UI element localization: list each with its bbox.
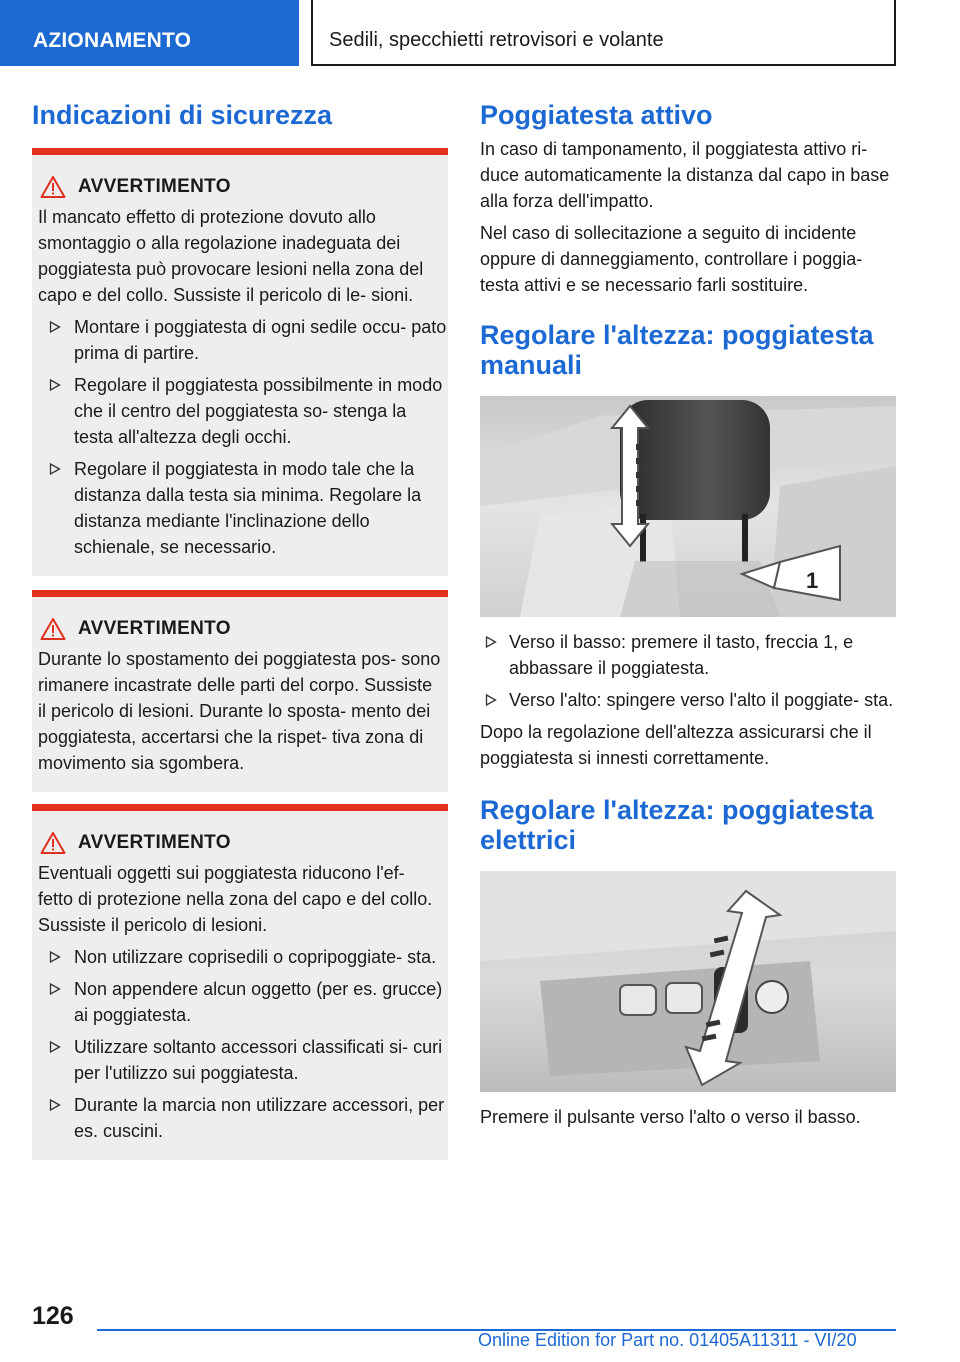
left-column — [32, 100, 448, 1160]
chapter-label: Sedili, specchietti retrovisori e volante — [329, 29, 664, 51]
warning-title: AVVERTIMENTO — [78, 832, 231, 853]
bullet-triangle-icon — [485, 694, 497, 706]
warning-text: Durante lo spostamento dei poggiatesta pos- sono rimanere incastrate delle parti del corpo. Sussiste il pericolo di lesioni. Durante lo sposta- mento dei poggiatesta, accertarsi che la rispet- tiva zona di movimento sia sgombera. — [38, 649, 441, 773]
right-column — [480, 100, 896, 1130]
list-item: Regolare il poggiatesta in modo tale che la distanza dalla testa sia minima. Regolare la distanza mediante l'inclinazione dello schienale, se necessario. — [32, 456, 448, 560]
bullet-triangle-icon — [49, 321, 61, 333]
bullet-triangle-icon — [49, 983, 61, 995]
bullet-triangle-icon — [49, 1041, 61, 1053]
manual-steps — [480, 629, 896, 713]
bullet-triangle-icon — [485, 636, 497, 648]
headrest-illustration — [480, 396, 896, 617]
section-title-active: Poggiatesta attivo — [480, 100, 713, 130]
list-item: Regolare il poggiatesta possibilmente in modo che il centro del poggiatesta so- stenga la testa all'altezza degli occhi. — [32, 372, 448, 450]
warning-title: AVVERTIMENTO — [78, 176, 231, 197]
list-item: Verso l'alto: spingere verso l'alto il poggiate- sta. — [480, 687, 896, 713]
section-title-electric: Regolare l'altezza: poggiatesta elettrici — [480, 795, 874, 855]
warning-text: Il mancato effetto di protezione dovuto allo smontaggio o alla regolazione inadeguata dei poggiatesta può provocare lesioni nella zona del capo e del collo. Sussiste il pericolo di le- sioni. — [38, 207, 424, 305]
warning-box-2 — [32, 590, 448, 792]
bullet-triangle-icon — [49, 951, 61, 963]
list-item: Durante la marcia non utilizzare accessori, per es. cuscini. — [32, 1092, 448, 1144]
paragraph: In caso di tamponamento, il poggiatesta attivo ri- duce automaticamente la distanza dal capo in base alla forza dell'impatto. — [480, 139, 890, 211]
bullet-triangle-icon — [49, 1099, 61, 1111]
list-item: Verso il basso: premere il tasto, freccia 1, e abbassare il poggiatesta. — [480, 629, 896, 681]
warning-box-3 — [32, 804, 448, 1160]
footer-edition: Online Edition for Part no. 01405A11311 - VI/20 — [478, 1330, 857, 1350]
page-number: 126 — [32, 1302, 74, 1330]
list-item: Utilizzare soltanto accessori classificati si- curi per l'utilizzo sui poggiatesta. — [32, 1034, 448, 1086]
section-tab — [0, 0, 299, 66]
warning-icon — [40, 617, 66, 641]
warning-box-1 — [32, 148, 448, 576]
section-title-safety: Indicazioni di sicurezza — [32, 100, 333, 130]
image-caption: Premere il pulsante verso l'alto o verso il basso. — [480, 1107, 861, 1127]
seat-switch-illustration — [480, 871, 896, 1092]
section-title-manual: Regolare l'altezza: poggiatesta manuali — [480, 320, 874, 380]
headrest-manual-image — [480, 396, 896, 617]
list-item: Montare i poggiatesta di ogni sedile occu- pato prima di partire. — [32, 314, 448, 366]
chapter-header — [311, 0, 896, 66]
callout-label: 1 — [806, 568, 819, 593]
paragraph: Dopo la regolazione dell'altezza assicurarsi che il poggiatesta si innesti correttamente. — [480, 722, 872, 768]
warning-text: Eventuali oggetti sui poggiatesta riducono l'ef- fetto di protezione nella zona del capo e del collo. Sussiste il pericolo di lesioni. — [38, 863, 433, 935]
warning-icon — [40, 175, 66, 199]
paragraph: Nel caso di sollecitazione a seguito di incidente oppure di danneggiamento, controllare i poggia- testa attivi e se necessario farli sostituire. — [480, 223, 863, 295]
list-item: Non utilizzare coprisedili o copripoggiate- sta. — [32, 944, 448, 970]
headrest-electric-image — [480, 871, 896, 1092]
warning-title: AVVERTIMENTO — [78, 618, 231, 639]
list-item: Non appendere alcun oggetto (per es. grucce) ai poggiatesta. — [32, 976, 448, 1028]
bullet-triangle-icon — [49, 463, 61, 475]
bullet-triangle-icon — [49, 379, 61, 391]
warning-icon — [40, 831, 66, 855]
section-label: AZIONAMENTO — [33, 29, 192, 52]
